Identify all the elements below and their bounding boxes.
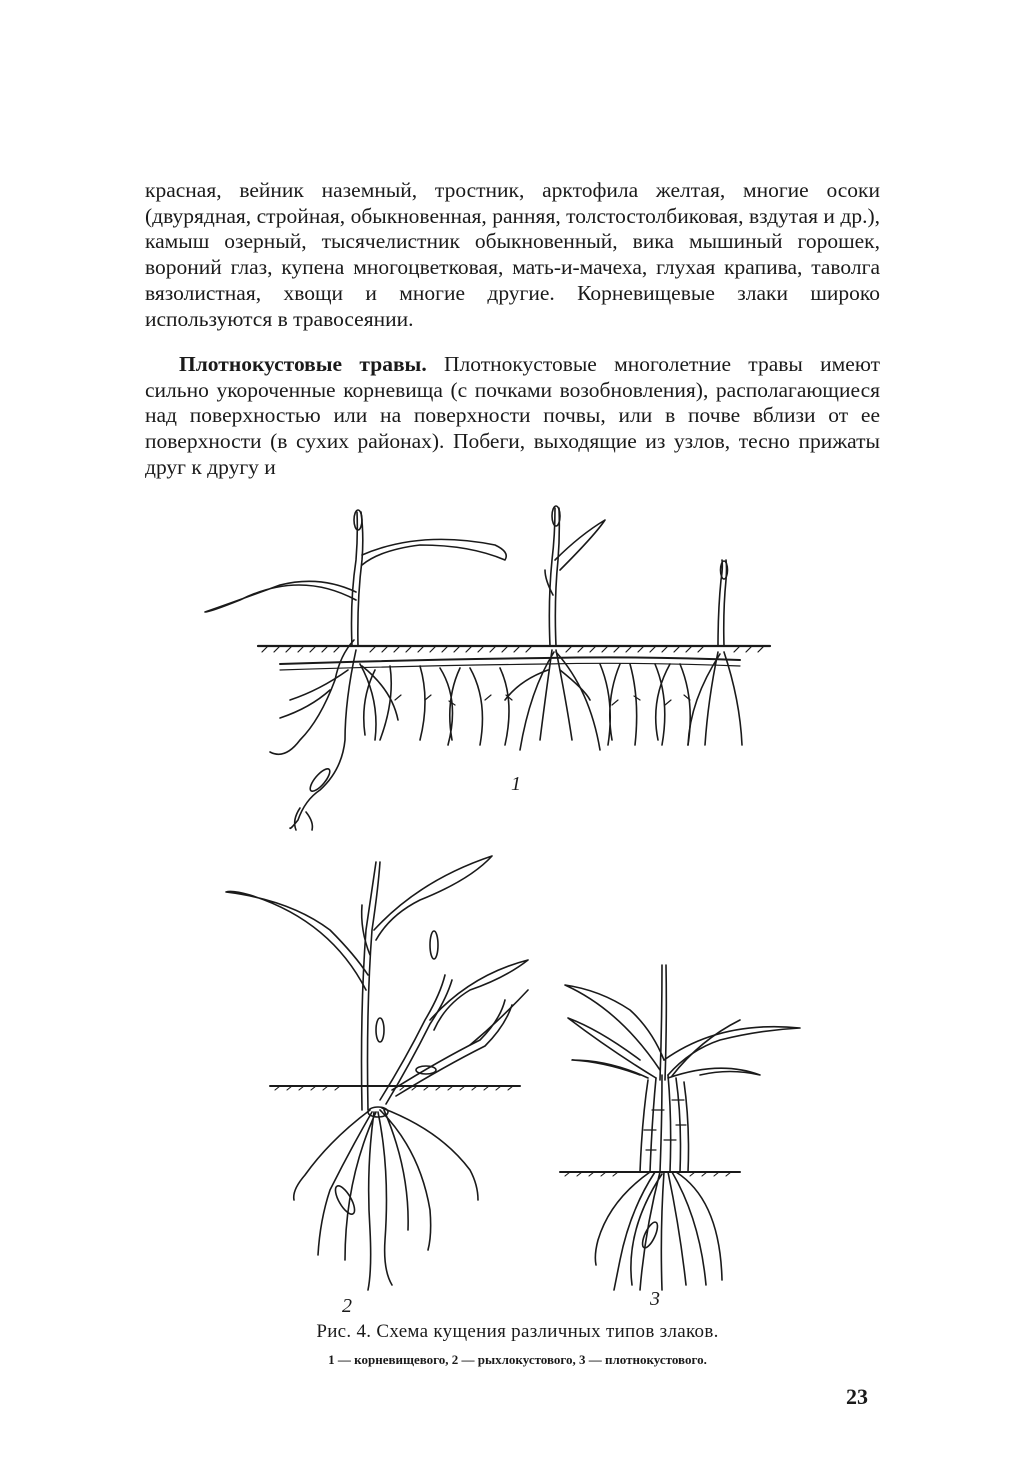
paragraph-heading: Плотнокустовые травы.	[179, 352, 427, 376]
figure-label-3: 3	[650, 1288, 660, 1310]
figure-label-1: 1	[511, 773, 521, 795]
figure-legend: 1 — корневищевого, 2 — рыхлокустового, 3 — плотнокустового.	[328, 1352, 707, 1367]
paragraph-text: красная, вейник наземный, тростник, арктофила желтая, многие осоки (двурядная, стройная, обыкновенная, ранняя, толстостолбиковая, вздутая и др.), камыш озерный, тысячелистник обыкновенный, вика мышиный горошек, вороний глаз, купена многоцветковая, мать-и-мачеха, глухая крапива, таволга вязолистная, хвощи и многие другие. Корневищевые злаки широко используются в травосеянии.	[145, 178, 880, 331]
paragraph-text: Плотнокустовые многолетние травы имеют сильно укороченные корневища (с почками возобновления), располагающиеся над поверхностью или на поверхности почвы, или в почве вблизи от ее поверхности (в сухих районах). Побеги, выходящие из узлов, тесно прижаты друг к другу и	[145, 352, 880, 479]
loose-bunch-grass-drawing	[226, 856, 528, 1290]
figure-label-2: 2	[342, 1295, 352, 1317]
figure-caption: Рис. 4. Схема кущения различных типов злаков.	[316, 1321, 719, 1342]
page-number: 23	[846, 1384, 868, 1409]
rhizomatous-grass-drawing	[205, 506, 770, 830]
dense-bunch-grass-drawing	[560, 965, 800, 1290]
